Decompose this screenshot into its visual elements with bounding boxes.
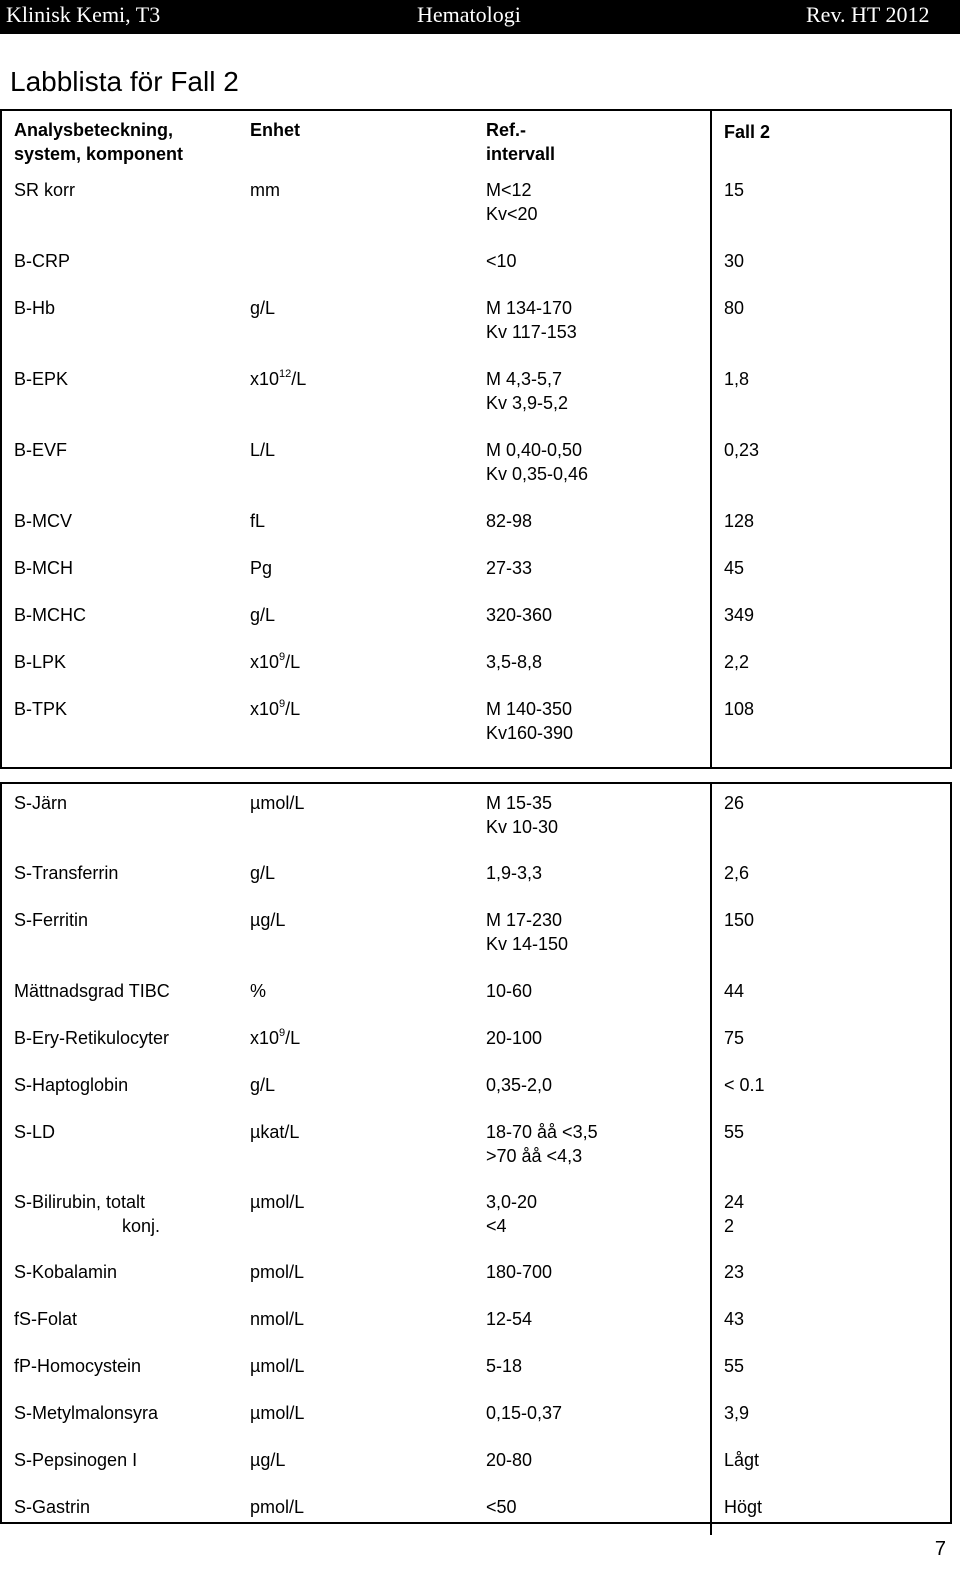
value-cell bbox=[712, 1253, 744, 1300]
unit-text: x10 bbox=[250, 652, 280, 672]
ref-cell bbox=[486, 690, 712, 767]
table-header-row bbox=[2, 111, 950, 171]
cell-line: konj. bbox=[122, 1216, 161, 1236]
cell-line: 3,5-8,8 bbox=[486, 652, 543, 672]
value-cell bbox=[712, 289, 744, 360]
cell-line: 180-700 bbox=[486, 1262, 553, 1282]
cell-line: B-LPK bbox=[14, 652, 67, 672]
analysis-cell bbox=[2, 690, 250, 767]
cell-line: S-Metylmalonsyra bbox=[14, 1403, 159, 1423]
value-cell bbox=[712, 1441, 759, 1488]
analysis-cell bbox=[2, 784, 250, 854]
unit-text: g/L bbox=[250, 863, 276, 883]
cell-line: S-Kobalamin bbox=[14, 1262, 118, 1282]
unit-exponent: 12 bbox=[279, 368, 292, 380]
unit-cell bbox=[250, 1113, 486, 1183]
value-cell bbox=[712, 643, 749, 690]
cell-line: 2,2 bbox=[724, 652, 750, 672]
unit-text: x10 bbox=[250, 369, 280, 389]
unit-text: pmol/L bbox=[250, 1497, 305, 1517]
unit-cell bbox=[250, 1300, 486, 1347]
value-cell bbox=[712, 431, 759, 502]
cell-line: S-Järn bbox=[14, 793, 68, 813]
unit-text: % bbox=[250, 981, 267, 1001]
cell-line: 44 bbox=[724, 981, 745, 1001]
analysis-cell bbox=[2, 1300, 250, 1347]
unit-suffix: /L bbox=[291, 369, 307, 389]
analysis-cell bbox=[2, 901, 250, 972]
unit-text: L/L bbox=[250, 440, 276, 460]
ref-cell bbox=[486, 1183, 712, 1253]
cell-line: M 0,40-0,50 bbox=[486, 440, 583, 460]
ref-cell bbox=[486, 643, 712, 690]
cell-line: B-EPK bbox=[14, 369, 69, 389]
unit-text: x10 bbox=[250, 1028, 280, 1048]
value-cell bbox=[712, 502, 754, 549]
value-cell bbox=[712, 242, 744, 289]
ref-cell bbox=[486, 1019, 712, 1066]
header-analysis-line: system, komponent bbox=[14, 144, 184, 164]
cell-line: 75 bbox=[724, 1028, 745, 1048]
value-cell bbox=[712, 549, 744, 596]
cell-line: 320-360 bbox=[486, 605, 553, 625]
analysis-cell bbox=[2, 596, 250, 643]
table-row bbox=[2, 1113, 950, 1183]
cell-line: <50 bbox=[486, 1497, 517, 1517]
cell-line: B-Ery-Retikulocyter bbox=[14, 1028, 170, 1048]
cell-line: 150 bbox=[724, 910, 755, 930]
cell-line: fP-Homocystein bbox=[14, 1356, 142, 1376]
unit-text: µmol/L bbox=[250, 1356, 305, 1376]
unit-text: mm bbox=[250, 180, 280, 200]
cell-line: 20-80 bbox=[486, 1450, 533, 1470]
cell-line: 82-98 bbox=[486, 511, 533, 531]
unit-text: µmol/L bbox=[250, 1192, 305, 1212]
cell-line: B-EVF bbox=[14, 440, 68, 460]
table-row bbox=[2, 1066, 950, 1113]
ref-cell bbox=[486, 1488, 712, 1535]
cell-line: 2 bbox=[724, 1216, 735, 1236]
ref-cell bbox=[486, 901, 712, 972]
ref-cell bbox=[486, 431, 712, 502]
unit-exponent: 9 bbox=[279, 1027, 286, 1039]
unit-text: nmol/L bbox=[250, 1309, 305, 1329]
cell-line: 18-70 åå <3,5 bbox=[486, 1122, 598, 1142]
unit-cell bbox=[250, 549, 486, 596]
cell-line: B-MCHC bbox=[14, 605, 86, 625]
cell-line: 1,8 bbox=[724, 369, 750, 389]
cell-line: B-CRP bbox=[14, 251, 71, 271]
cell-line: 27-33 bbox=[486, 558, 533, 578]
analysis-cell bbox=[2, 1488, 250, 1535]
cell-line: 23 bbox=[724, 1262, 745, 1282]
unit-text: µmol/L bbox=[250, 793, 305, 813]
unit-cell bbox=[250, 1441, 486, 1488]
unit-suffix: /L bbox=[285, 699, 301, 719]
table-row bbox=[2, 289, 950, 360]
cell-line: 0,23 bbox=[724, 440, 760, 460]
cell-line: 1,9-3,3 bbox=[486, 863, 543, 883]
ref-cell bbox=[486, 549, 712, 596]
table-row bbox=[2, 1300, 950, 1347]
unit-text: µmol/L bbox=[250, 1403, 305, 1423]
analysis-cell bbox=[2, 1347, 250, 1394]
cell-line: S-Pepsinogen I bbox=[14, 1450, 138, 1470]
cell-line: 80 bbox=[724, 298, 745, 318]
table-body-2 bbox=[2, 784, 950, 1535]
cell-line: S-Ferritin bbox=[14, 910, 89, 930]
header-subject: Hematologi bbox=[417, 2, 521, 27]
analysis-cell bbox=[2, 360, 250, 431]
header-ref bbox=[486, 111, 712, 171]
unit-exponent: 9 bbox=[279, 698, 286, 710]
unit-cell bbox=[250, 596, 486, 643]
table-row bbox=[2, 972, 950, 1019]
analysis-cell bbox=[2, 1019, 250, 1066]
ref-cell bbox=[486, 972, 712, 1019]
table-row bbox=[2, 1183, 950, 1253]
value-cell bbox=[712, 1300, 744, 1347]
unit-text: g/L bbox=[250, 605, 276, 625]
cell-line: S-Gastrin bbox=[14, 1497, 91, 1517]
analysis-cell bbox=[2, 854, 250, 901]
table-row bbox=[2, 1347, 950, 1394]
table-row bbox=[2, 784, 950, 854]
analysis-cell bbox=[2, 1066, 250, 1113]
table-row bbox=[2, 1441, 950, 1488]
cell-line: S-Haptoglobin bbox=[14, 1075, 129, 1095]
unit-cell bbox=[250, 690, 486, 767]
analysis-cell bbox=[2, 643, 250, 690]
ref-cell bbox=[486, 171, 712, 242]
lab-table-chemistry bbox=[0, 782, 952, 1524]
ref-cell bbox=[486, 360, 712, 431]
table-row bbox=[2, 242, 950, 289]
cell-line: 55 bbox=[724, 1122, 745, 1142]
cell-line: M 140-350 bbox=[486, 699, 573, 719]
cell-line: 108 bbox=[724, 699, 755, 719]
unit-exponent: 9 bbox=[279, 651, 286, 663]
value-cell bbox=[712, 171, 744, 242]
cell-line: 15 bbox=[724, 180, 745, 200]
page-header bbox=[0, 0, 960, 34]
value-cell bbox=[712, 1347, 744, 1394]
cell-line: 20-100 bbox=[486, 1028, 543, 1048]
ref-cell bbox=[486, 854, 712, 901]
analysis-cell bbox=[2, 171, 250, 242]
table-row bbox=[2, 690, 950, 767]
header-course: Klinisk Kemi, T3 bbox=[6, 2, 161, 27]
value-cell bbox=[712, 360, 749, 431]
analysis-cell bbox=[2, 1183, 250, 1253]
unit-suffix: /L bbox=[285, 1028, 301, 1048]
header-ref-line: intervall bbox=[486, 144, 556, 164]
unit-text: fL bbox=[250, 511, 266, 531]
header-analysis bbox=[2, 111, 250, 171]
table-row bbox=[2, 171, 950, 242]
unit-cell bbox=[250, 1066, 486, 1113]
value-cell bbox=[712, 972, 744, 1019]
value-cell bbox=[712, 901, 754, 972]
analysis-cell bbox=[2, 242, 250, 289]
unit-cell bbox=[250, 1394, 486, 1441]
unit-text: g/L bbox=[250, 1075, 276, 1095]
cell-line: 55 bbox=[724, 1356, 745, 1376]
analysis-cell bbox=[2, 1394, 250, 1441]
unit-cell bbox=[250, 360, 486, 431]
analysis-cell bbox=[2, 502, 250, 549]
ref-cell bbox=[486, 1347, 712, 1394]
cell-line: 2,6 bbox=[724, 863, 750, 883]
table-row bbox=[2, 596, 950, 643]
table-row bbox=[2, 1488, 950, 1535]
cell-line: Kv160-390 bbox=[486, 723, 574, 743]
unit-text: µg/L bbox=[250, 1450, 286, 1470]
ref-cell bbox=[486, 1394, 712, 1441]
table-row bbox=[2, 502, 950, 549]
cell-line: 45 bbox=[724, 558, 745, 578]
cell-line: Kv 14-150 bbox=[486, 934, 569, 954]
unit-text: µkat/L bbox=[250, 1122, 300, 1142]
value-cell bbox=[712, 1113, 744, 1183]
ref-cell bbox=[486, 1300, 712, 1347]
table-row bbox=[2, 1253, 950, 1300]
cell-line: Högt bbox=[724, 1497, 763, 1517]
cell-line: B-TPK bbox=[14, 699, 68, 719]
header-revision: Rev. HT 2012 bbox=[806, 2, 930, 27]
cell-line: B-Hb bbox=[14, 298, 56, 318]
table-row bbox=[2, 854, 950, 901]
analysis-cell bbox=[2, 1441, 250, 1488]
cell-line: 24 bbox=[724, 1192, 745, 1212]
analysis-cell bbox=[2, 972, 250, 1019]
unit-text: Pg bbox=[250, 558, 273, 578]
cell-line: fS-Folat bbox=[14, 1309, 78, 1329]
ref-cell bbox=[486, 502, 712, 549]
unit-cell bbox=[250, 242, 486, 289]
analysis-cell bbox=[2, 1253, 250, 1300]
unit-cell bbox=[250, 171, 486, 242]
value-cell bbox=[712, 784, 744, 854]
analysis-cell bbox=[2, 1113, 250, 1183]
cell-line: 3,9 bbox=[724, 1403, 750, 1423]
unit-cell bbox=[250, 1183, 486, 1253]
cell-line: M 134-170 bbox=[486, 298, 573, 318]
unit-cell bbox=[250, 784, 486, 854]
value-cell bbox=[712, 1488, 762, 1535]
header-case: Fall 2 bbox=[724, 122, 771, 142]
value-cell bbox=[712, 1019, 744, 1066]
cell-line: M 17-230 bbox=[486, 910, 563, 930]
unit-cell bbox=[250, 1019, 486, 1066]
cell-line: Kv 0,35-0,46 bbox=[486, 464, 589, 484]
unit-cell bbox=[250, 289, 486, 360]
cell-line: 26 bbox=[724, 793, 745, 813]
unit-cell bbox=[250, 1488, 486, 1535]
unit-suffix: /L bbox=[285, 652, 301, 672]
unit-cell bbox=[250, 972, 486, 1019]
value-cell bbox=[712, 854, 749, 901]
unit-cell bbox=[250, 502, 486, 549]
cell-line: 30 bbox=[724, 251, 745, 271]
cell-line: >70 åå <4,3 bbox=[486, 1146, 583, 1166]
cell-line: M 15-35 bbox=[486, 793, 553, 813]
cell-line: 0,15-0,37 bbox=[486, 1403, 563, 1423]
lab-table-hematology bbox=[0, 109, 952, 769]
cell-line: S-Transferrin bbox=[14, 863, 119, 883]
unit-text: pmol/L bbox=[250, 1262, 305, 1282]
cell-line: M 4,3-5,7 bbox=[486, 369, 563, 389]
ref-cell bbox=[486, 1066, 712, 1113]
ref-cell bbox=[486, 784, 712, 854]
unit-cell bbox=[250, 1253, 486, 1300]
ref-cell bbox=[486, 596, 712, 643]
table-row bbox=[2, 1019, 950, 1066]
unit-text: g/L bbox=[250, 298, 276, 318]
table-row bbox=[2, 431, 950, 502]
ref-cell bbox=[486, 242, 712, 289]
cell-line: B-MCH bbox=[14, 558, 73, 578]
page-number: 7 bbox=[934, 1538, 946, 1560]
cell-line: 349 bbox=[724, 605, 755, 625]
cell-line: Mättnadsgrad TIBC bbox=[14, 981, 170, 1001]
unit-cell bbox=[250, 901, 486, 972]
cell-line: SR korr bbox=[14, 180, 76, 200]
page-title: Labblista för Fall 2 bbox=[10, 66, 239, 97]
cell-line: <4 bbox=[486, 1216, 507, 1236]
unit-text: µg/L bbox=[250, 910, 286, 930]
cell-line: S-Bilirubin, totalt bbox=[14, 1192, 146, 1212]
unit-text: x10 bbox=[250, 699, 280, 719]
cell-line: 10-60 bbox=[486, 981, 533, 1001]
header-analysis-line: Analysbeteckning, bbox=[14, 120, 174, 140]
table-body-1 bbox=[2, 171, 950, 767]
cell-line: Kv 10-30 bbox=[486, 817, 559, 837]
cell-line: Kv<20 bbox=[486, 204, 538, 224]
ref-cell bbox=[486, 1441, 712, 1488]
cell-line: 43 bbox=[724, 1309, 745, 1329]
table-row bbox=[2, 360, 950, 431]
value-cell bbox=[712, 1066, 765, 1113]
table-row bbox=[2, 643, 950, 690]
cell-line: B-MCV bbox=[14, 511, 72, 531]
cell-line: 12-54 bbox=[486, 1309, 533, 1329]
cell-line: 0,35-2,0 bbox=[486, 1075, 553, 1095]
unit-cell bbox=[250, 643, 486, 690]
cell-line: 128 bbox=[724, 511, 755, 531]
table-row bbox=[2, 1394, 950, 1441]
value-cell bbox=[712, 1394, 749, 1441]
cell-line: 5-18 bbox=[486, 1356, 523, 1376]
cell-line: S-LD bbox=[14, 1122, 56, 1142]
cell-line: Kv 3,9-5,2 bbox=[486, 393, 569, 413]
analysis-cell bbox=[2, 431, 250, 502]
analysis-cell bbox=[2, 549, 250, 596]
cell-line: < 0.1 bbox=[724, 1075, 765, 1095]
header-unit: Enhet bbox=[250, 120, 301, 140]
value-cell bbox=[712, 1183, 744, 1253]
table-row bbox=[2, 901, 950, 972]
unit-cell bbox=[250, 854, 486, 901]
ref-cell bbox=[486, 1253, 712, 1300]
value-cell bbox=[712, 690, 754, 767]
cell-line: <10 bbox=[486, 251, 517, 271]
ref-cell bbox=[486, 1113, 712, 1183]
analysis-cell bbox=[2, 289, 250, 360]
unit-cell bbox=[250, 1347, 486, 1394]
table-row bbox=[2, 549, 950, 596]
cell-line: 3,0-20 bbox=[486, 1192, 538, 1212]
unit-cell bbox=[250, 431, 486, 502]
cell-line: Lågt bbox=[724, 1450, 760, 1470]
header-ref-line: Ref.- bbox=[486, 120, 526, 140]
cell-line: Kv 117-153 bbox=[486, 322, 577, 342]
cell-line: M<12 bbox=[486, 180, 532, 200]
value-cell bbox=[712, 596, 754, 643]
ref-cell bbox=[486, 289, 712, 360]
